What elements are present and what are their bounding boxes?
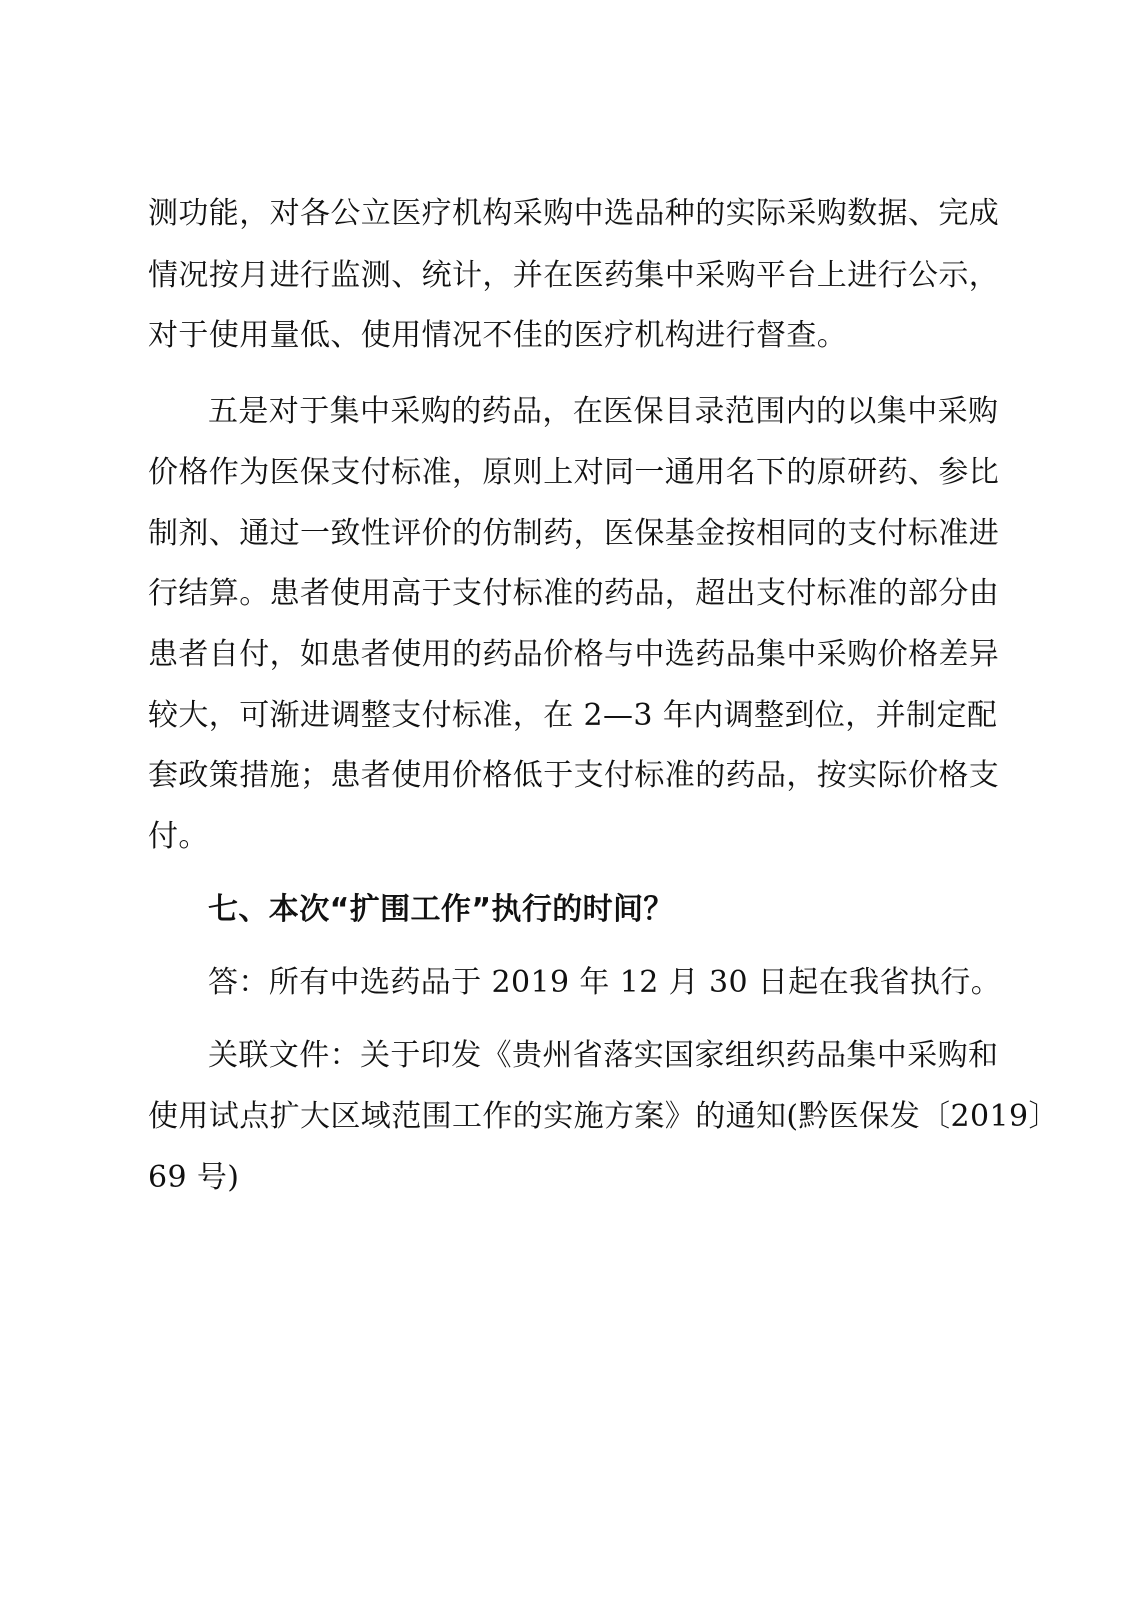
paragraph-monitoring-line-2: 情况按月进行监测、统计，并在医药集中采购平台上进行公示，: [148, 258, 1000, 293]
paragraph-payment-line-7: 套政策措施；患者使用价格低于支付标准的药品，按实际价格支: [148, 758, 1000, 793]
related-document-line-2: 使用试点扩大区域范围工作的实施方案》的通知(黔医保发〔2019〕: [148, 1099, 1059, 1134]
paragraph-payment-line-2: 价格作为医保支付标准，原则上对同一通用名下的原研药、参比: [148, 455, 1000, 490]
related-document-line-3: 69 号): [148, 1160, 240, 1195]
section-heading: 七、本次“扩围工作”执行的时间？: [208, 892, 674, 927]
paragraph-payment-line-3: 制剂、通过一致性评价的仿制药，医保基金按相同的支付标准进: [148, 516, 1000, 551]
paragraph-monitoring-line-1: 测功能，对各公立医疗机构采购中选品种的实际采购数据、完成: [148, 196, 1000, 231]
paragraph-payment-line-1: 五是对于集中采购的药品，在医保目录范围内的以集中采购: [208, 394, 999, 429]
paragraph-payment-line-6: 较大，可渐进调整支付标准，在 2—3 年内调整到位，并制定配: [148, 698, 998, 733]
answer-paragraph: 答：所有中选药品于 2019 年 12 月 30 日起在我省执行。: [208, 965, 1002, 1000]
paragraph-monitoring-line-3: 对于使用量低、使用情况不佳的医疗机构进行督查。: [148, 318, 848, 353]
paragraph-payment-line-8: 付。: [148, 819, 209, 854]
paragraph-payment-line-4: 行结算。患者使用高于支付标准的药品，超出支付标准的部分由: [148, 576, 1000, 611]
paragraph-payment-line-5: 患者自付，如患者使用的药品价格与中选药品集中采购价格差异: [148, 637, 1000, 672]
related-document-line-1: 关联文件：关于印发《贵州省落实国家组织药品集中采购和: [208, 1038, 999, 1073]
